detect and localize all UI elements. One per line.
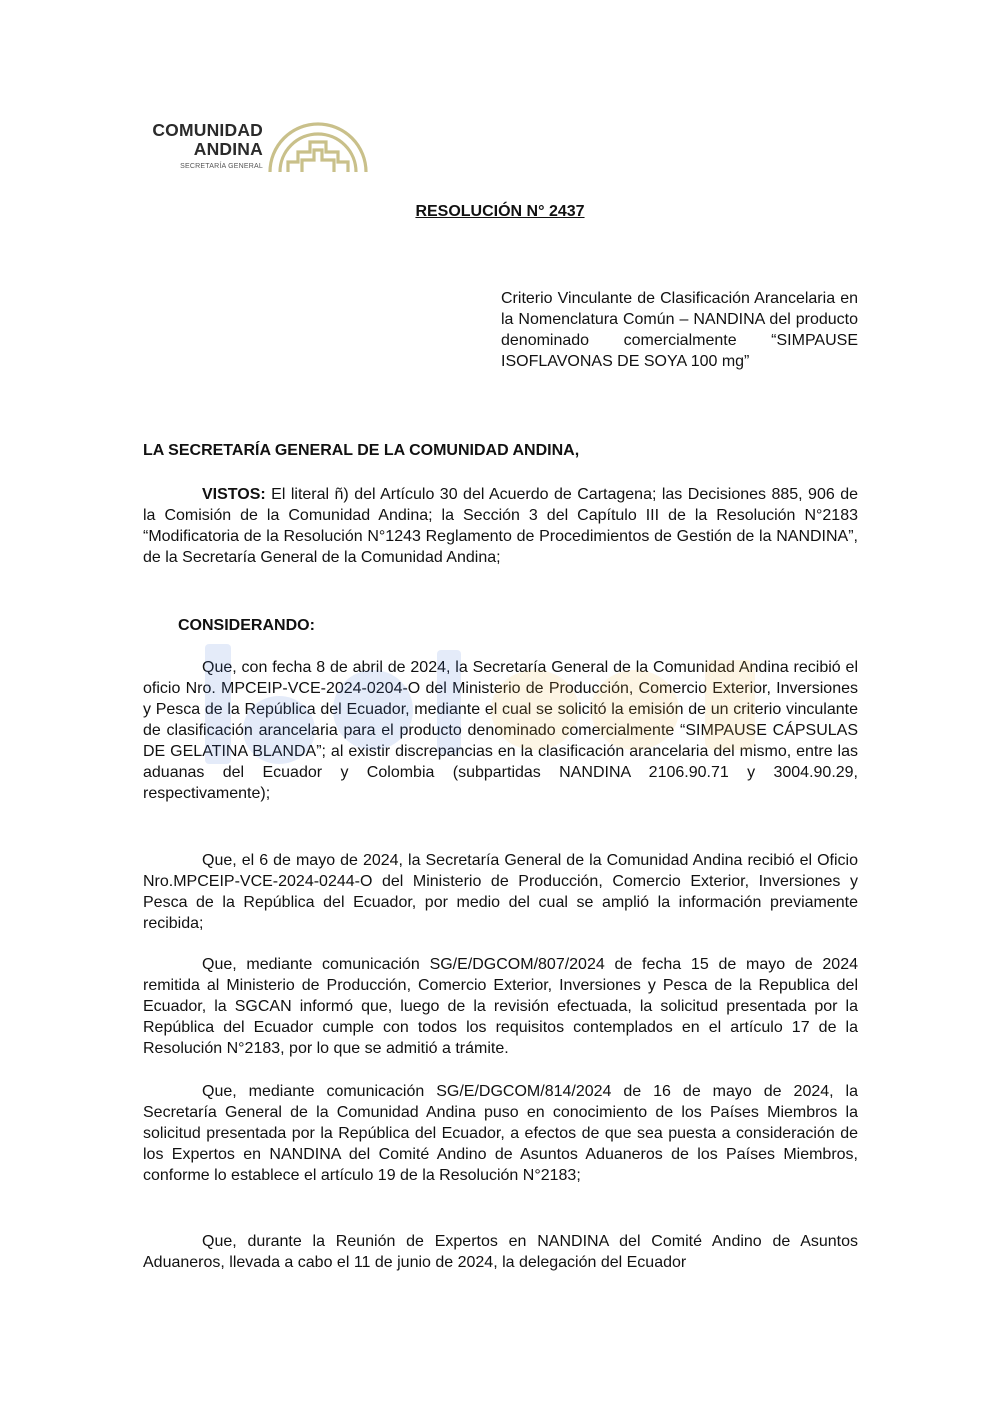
resolution-subject: Criterio Vinculante de Clasificación Arancelaria en la Nomenclatura Común – NANDINA del producto denominado comercialmente “SIMPAUSE ISOFLAVONAS DE SOYA 100 mg” (501, 290, 858, 370)
resolution-title: RESOLUCIÓN N° 2437 (415, 203, 585, 220)
vistos-paragraph (143, 484, 858, 568)
considerando-paragraph-1: Que, con fecha 8 de abril de 2024, la Secretaría General de la Comunidad Andina recibió el oficio Nro. MPCEIP-VCE-2024-0204-O del Ministerio de Producción, Comercio Exterior, Inversiones y Pesca de la República del Ecuador, mediante el cual se solicitó la emisión de un criterio vinculante de clasificación arancelaria para el producto denominado comercialmente “SIMPAUSE CÁPSULAS DE GELATINA BLANDA”; al existir discrepancias en la clasificación arancelaria del mismo, entre las aduanas del Ecuador y Colombia (subpartidas NANDINA 2106.90.71 y 3004.90.29, respectivamente); (143, 659, 858, 802)
comunidad-andina-logo (133, 118, 373, 180)
considerando-paragraph-4: Que, mediante comunicación SG/E/DGCOM/814/2024 de 16 de mayo de 2024, la Secretaría General de la Comunidad Andina puso en conocimiento de los Países Miembros la solicitud presentada por la República del Ecuador, a efectos de que sea puesta a consideración de los Expertos en NANDINA del Comité Andino de Asuntos Aduaneros de los Países Miembros, conforme lo establece el artículo 19 de la Resolución N°2183; (143, 1083, 858, 1184)
andean-steps-arch-icon (266, 118, 370, 174)
logo-line-comunidad: COMUNIDAD (152, 120, 263, 140)
logo-line-secretaria-general: SECRETARÍA GENERAL (180, 163, 263, 170)
considerando-paragraph-5: Que, durante la Reunión de Expertos en NANDINA del Comité Andino de Asuntos Aduaneros, llevada a cabo el 11 de junio de 2024, la delegación del Ecuador (143, 1233, 858, 1271)
issuing-body-heading: LA SECRETARÍA GENERAL DE LA COMUNIDAD ANDINA, (143, 442, 580, 459)
considerando-paragraph-2: Que, el 6 de mayo de 2024, la Secretaría General de la Comunidad Andina recibió el Oficio Nro.MPCEIP-VCE-2024-0244-O del Ministerio de Producción, Comercio Exterior, Inversiones y Pesca de la República del Ecuador, por medio del cual se amplió la información previamente recibida; (143, 852, 858, 932)
logo-line-andina: ANDINA (193, 139, 263, 159)
considerando-paragraph-3: Que, mediante comunicación SG/E/DGCOM/807/2024 de fecha 15 de mayo de 2024 remitida al Ministerio de Producción, Comercio Exterior, Inversiones y Pesca de la Republica del Ecuador, la SGCAN informó que, luego de la revisión efectuada, la solicitud presentada por la República del Ecuador cumple con todos los requisitos contemplados en el artículo 17 de la Resolución N°2183, por lo que se admitió a trámite. (143, 956, 858, 1057)
considerando-heading: CONSIDERANDO: (178, 617, 315, 634)
vistos-text: El literal ñ) del Artículo 30 del Acuerdo de Cartagena; las Decisiones 885, 906 de la Comisión de la Comunidad Andina; la Sección 3 del Capítulo III de la Resolución N°2183 “Modificatoria de la Resolución N°1243 Reglamento de Procedimientos de Gestión de la NANDINA”, de la Secretaría General de la Comunidad Andina; (143, 486, 858, 566)
vistos-label: VISTOS: (202, 486, 266, 503)
